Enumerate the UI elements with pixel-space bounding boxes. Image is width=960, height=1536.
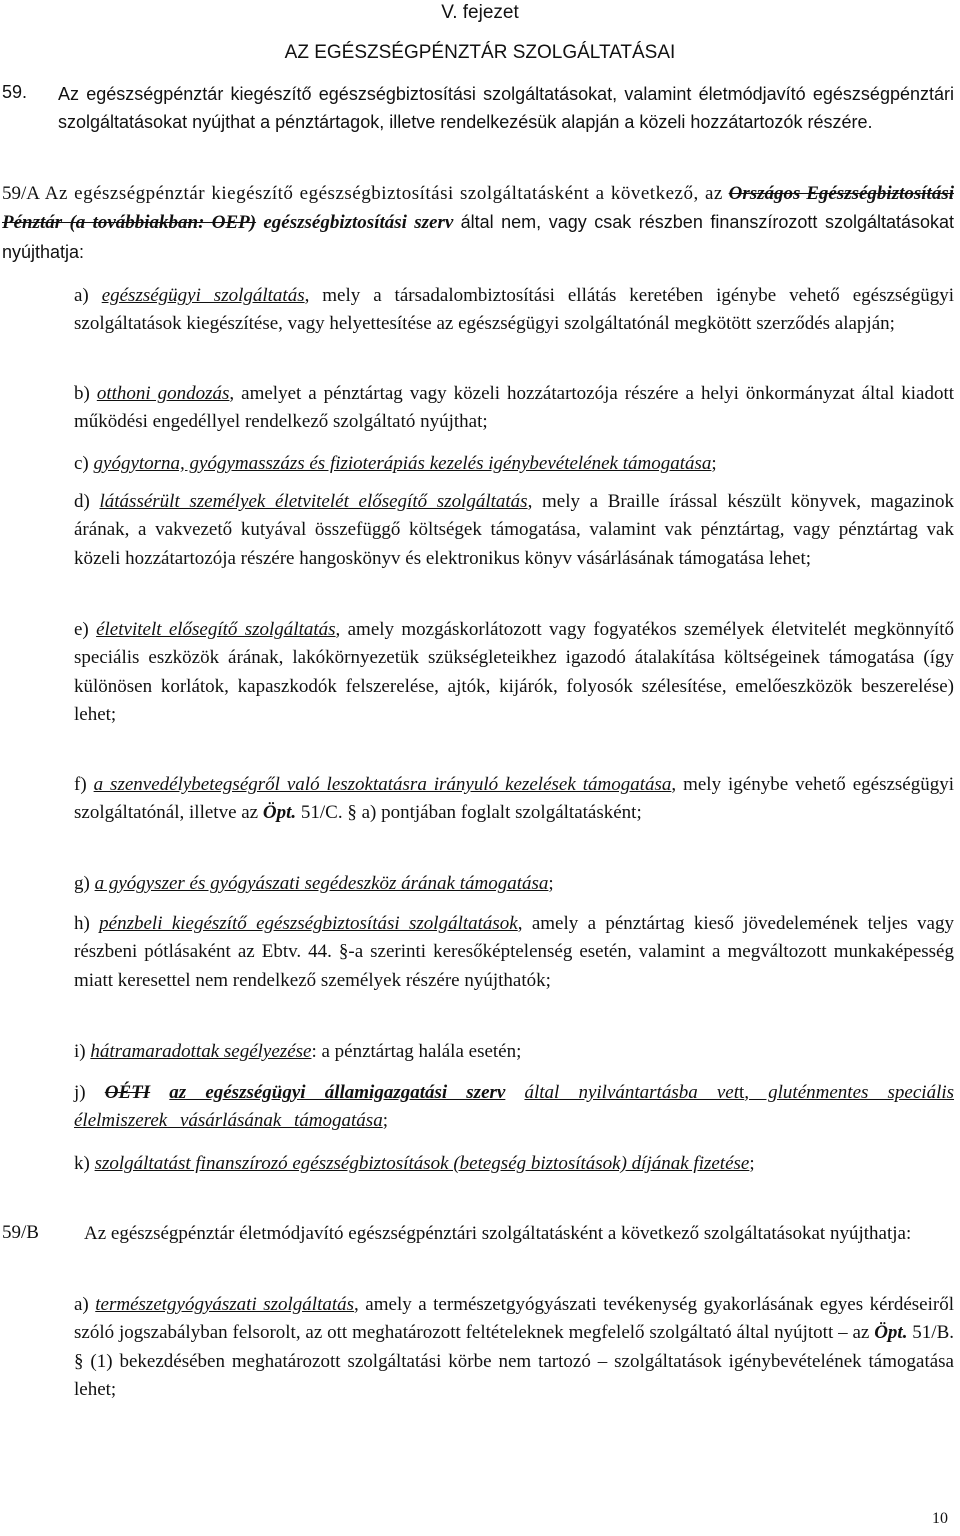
chapter-title: AZ EGÉSZSÉGPÉNZTÁR SZOLGÁLTATÁSAI (284, 42, 676, 63)
chapter-heading: V. fejezet (441, 2, 519, 23)
text: , amely a természetgyógyászati tevékenység gyakorlásának egyes kérdéseiről szóló jogszabályban felsorolt, az ott meghatározott feltételeknek megfelelő szolgáltató által nyújtott – az (74, 1294, 954, 1344)
item-label: e) (74, 619, 89, 640)
text: , amelyet a pénztártag vagy közeli hozzátartozója részére a helyi önkormányzat által kiadott működési engedéllyel rendelkező szolgáltató nyújthat; (74, 383, 955, 433)
item-label: i) (74, 1041, 86, 1062)
inserted-text: az egészségügyi államigazgatási szerv (169, 1082, 506, 1103)
item-label: a) (74, 1294, 89, 1315)
item-g (74, 870, 954, 898)
struck-text: OÉTI (104, 1082, 151, 1103)
text: 51/C. § a) pontjában foglalt szolgáltatásként; (300, 802, 642, 824)
item-k (74, 1150, 954, 1178)
item-title: otthoni gondozás (96, 383, 230, 404)
item-label: g) (74, 873, 90, 894)
text: által nem, vagy csak részben finanszírozott szolgáltatásokat nyújthatja: (2, 212, 955, 262)
item-title: által nyilvántartásba vet (524, 1082, 739, 1103)
item-c (74, 450, 954, 478)
text: : a pénztártag halála esetén; (311, 1041, 522, 1062)
item-label: c) (74, 453, 89, 474)
text: , amely mozgáskorlátozott vagy fogyatékos személyek életvitelét megkönnyítő speciális eszközök árának, lakókörnyezetük szükségleteikhez igazodó átalakítása költségeinek támogatása (így különösen korlátok, kapaszkodók felszerelése, ajtók, kijárók, folyosók szélesítése, emelőeszközök beszerelése) lehet; (74, 619, 954, 726)
text: , mely a társadalombiztosítási ellátás keretében igénybe vehető egészségügyi szolgáltatások kiegészítése, vagy helyettesítése az egészségügyi szolgáltatónál megkötött szerződés alapján; (74, 285, 954, 335)
item-a (74, 282, 954, 339)
text: Az egészségpénztár kiegészítő egészségbiztosítási szolgáltatásként a következő, az (44, 183, 723, 204)
text: , mely a Braille írással készült könyvek, magazinok árának, a vakvezető kutyával összefüggő költségek támogatása, valamint vak pénztártag, vagy pénztártag vak közeli hozzátartozója részére hangoskönyv és elektronikus könyv vásárlásának támogatása lehet; (74, 491, 954, 569)
item-label: k) (74, 1153, 90, 1174)
text: 51/B. § (1) bekezdésében meghatározott szolgáltatási körbe nem tartozó – szolgáltatások igénybevételének támogatása lehet; (74, 1322, 954, 1401)
page-number: 10 (932, 1510, 948, 1527)
text: Az egészségpénztár életmódjavító egészségpénztári szolgáltatásként a következő szolgáltatásokat nyújthatja: (84, 1223, 912, 1244)
section-number: 59/A (2, 183, 39, 204)
text: t (739, 1082, 745, 1103)
text: , amely a pénztártag kieső jövedelemének teljes vagy részbeni pótlásaként az Ebtv. 44. §-a szerinti keresőképtelenség esetén, valamint a megváltozott munkaképesség miatt keresettel nem rendelkező személyek részére nyújthatók; (74, 913, 954, 991)
item-label: a) (74, 285, 89, 306)
item-title: szolgáltatást finanszírozó egészségbiztosítások (betegség biztosítások) díjának fizetése (94, 1153, 750, 1174)
item-title: hátramaradottak segélyezése (90, 1041, 312, 1062)
text: ; (711, 453, 717, 474)
item-b (74, 380, 954, 437)
inserted-text: egészségbiztosítási szerv (263, 212, 454, 234)
item-b-a (74, 1291, 954, 1405)
item-label: j) (74, 1082, 86, 1103)
section-text (74, 1220, 954, 1248)
item-label: f) (74, 774, 87, 795)
item-title: természetgyógyászati szolgáltatás (95, 1294, 355, 1315)
item-f (74, 771, 954, 828)
section-text (58, 80, 954, 137)
item-h (74, 910, 954, 995)
item-title: egészségügyi szolgáltatás (101, 285, 305, 306)
item-j (74, 1079, 954, 1136)
item-title: gyógytorna, gyógymasszázs és fizioterápiás kezelés igénybevételének támogatása (93, 453, 712, 474)
item-i (74, 1038, 954, 1066)
item-title: látássérült személyek életvitelét elősegítő szolgáltatás (99, 491, 528, 512)
text: , mely igénybe vehető egészségügyi szolgáltatónál, illetve az (74, 774, 955, 824)
item-title: a szenvedélybetegségről való leszoktatásra irányuló kezelések támogatása (93, 774, 672, 795)
item-title: a gyógyszer és gyógyászati segédeszköz árának támogatása (94, 873, 549, 894)
item-label: b) (74, 383, 90, 404)
item-e (74, 616, 954, 730)
item-label: h) (74, 913, 90, 934)
text: ; (382, 1110, 388, 1132)
item-title: életvitelt elősegítő szolgáltatás (96, 619, 336, 640)
text: ; (548, 873, 554, 894)
item-title: , gluténmentes speciális élelmiszerek vásárlásának támogatása (74, 1082, 955, 1132)
text: ; (749, 1153, 755, 1174)
item-label: d) (74, 491, 90, 512)
act-abbreviation: Öpt. (874, 1322, 908, 1344)
section-number: 59. (2, 82, 28, 102)
item-d (74, 488, 954, 573)
act-abbreviation: Öpt. (262, 802, 297, 824)
item-title: pénzbeli kiegészítő egészségbiztosítási szolgáltatások (99, 913, 518, 934)
text: Az egészségpénztár kiegészítő egészségbiztosítási szolgáltatásokat, valamint életmódjavító egészségpénztári szolgáltatásokat nyújthat a pénztártagok, illetve rendelkezésük alapján a közeli hozzátartozók részére. (58, 84, 954, 133)
section-number: 59/B (2, 1222, 39, 1243)
section-text (2, 180, 954, 267)
struck-text: Országos Egészségbiztosítási Pénztár (a továbbiakban: OEP) (2, 183, 954, 234)
